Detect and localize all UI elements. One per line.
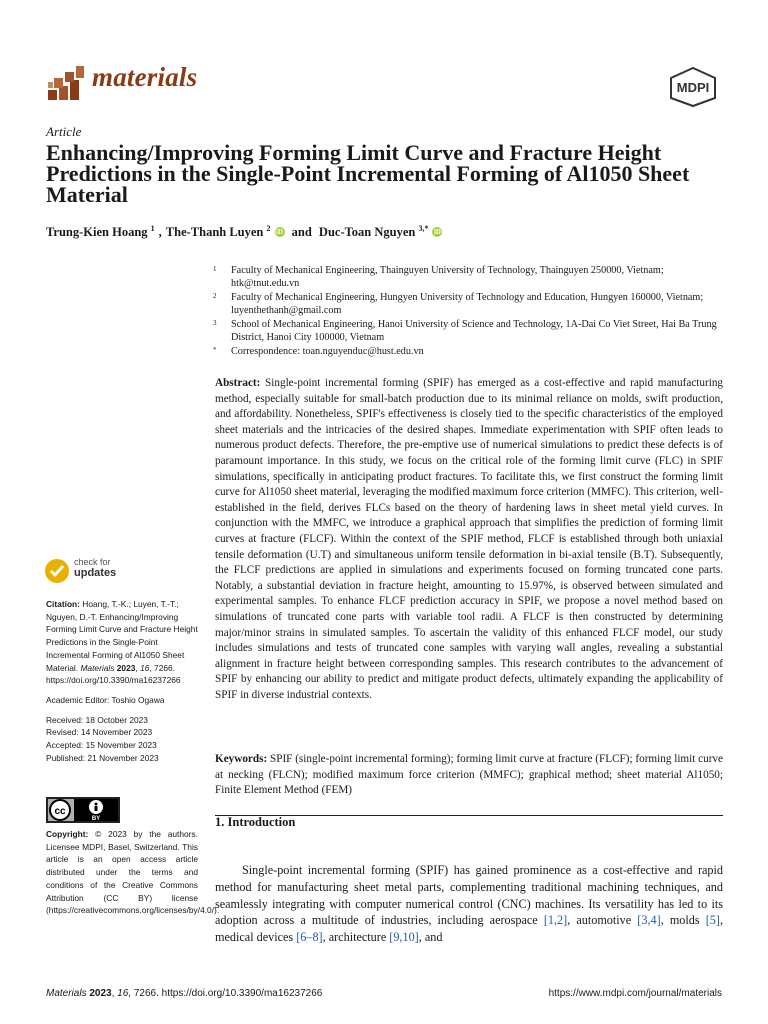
- author-3[interactable]: Duc-Toan Nguyen $^{3,*}$: [318, 224, 429, 240]
- reference-link[interactable]: [6–8]: [296, 930, 323, 945]
- accepted-date: Accepted: 15 November 2023: [46, 740, 157, 751]
- check-updates-icon: [44, 558, 70, 584]
- correspondence: * Correspondence: toan.nguyenduc@hust.edu.vn: [213, 346, 424, 357]
- svg-text:BY: BY: [91, 816, 101, 822]
- reference-link[interactable]: [5]: [705, 913, 720, 928]
- author-list: Trung-Kien Hoang $^1$ , The-Thanh Luyen $^2$ iD and Duc-Toan Nguyen $^{3,*}$ iD: [46, 224, 441, 240]
- publisher-name: MDPI: [676, 80, 710, 95]
- copyright-notice: Copyright: © 2023 by the authors. Licensee MDPI, Basel, Switzerland. This article is an open access article distributed under the terms and conditions of the Creative Commons Attribution (CC BY) license (https://creativecommons.org/licenses/by/4.0/).: [46, 829, 220, 916]
- abstract: [215, 376, 723, 703]
- received-date: Received: 18 October 2023: [46, 714, 148, 725]
- check-for-updates-badge[interactable]: check for updates: [44, 556, 144, 586]
- journal-name: materials: [92, 62, 198, 92]
- keywords-label: Keywords:: [215, 753, 268, 765]
- abstract-label: Abstract:: [215, 377, 261, 389]
- sidebar-info: [46, 598, 198, 764]
- affiliation-item: 3 School of Mechanical Engineering, Hanoi University of Science and Technology, 1A-Dai Co Viet Street, Hai Ba Trung District, Hanoi City 100000, Vietnam: [213, 319, 717, 343]
- published-date: Published: 21 November 2023: [46, 752, 159, 763]
- academic-editor: Academic Editor: Toshio Ogawa: [46, 694, 165, 705]
- mdpi-logo-icon: [667, 66, 719, 108]
- reference-link[interactable]: [3,4]: [637, 913, 661, 928]
- reference-link[interactable]: [1,2]: [543, 913, 568, 928]
- orcid-icon[interactable]: iD: [433, 228, 441, 237]
- footer-citation: Materials 2023, 16, 7266. https://doi.org/10.3390/ma16237266: [46, 988, 323, 999]
- reference-link[interactable]: [9,10]: [389, 930, 419, 945]
- author-1[interactable]: Trung-Kien Hoang $^1$: [46, 224, 155, 240]
- svg-text:cc: cc: [54, 806, 66, 817]
- affiliation-item: 2 Faculty of Mechanical Engineering, Hungyen University of Technology and Education, Hungyen 160000, Vietnam; luyenthethanh@gmail.com: [213, 292, 704, 316]
- author-2[interactable]: The-Thanh Luyen $^2$: [165, 224, 271, 240]
- introduction-text: Single-point incremental forming (SPIF) has gained prominence as a cost-effective and rapid method for manufacturing sheet metal parts, complementing traditional machining techniques, and seamlessly integrating with computer numerical control (CNC) machines. Its versatility has led to its adoption across a multitude of industries, including aerospace [1,2], automotive [3,4], molds [5], medical devices [6–8], architecture [9,10], and: [215, 863, 723, 945]
- article-title: Enhancing/Improving Forming Limit Curve and Fracture Height Predictions in the Single-Point Incremental Forming of Al1050 Sheet Material: [46, 140, 690, 207]
- abstract-text: Single-point incremental forming (SPIF) has emerged as a cost-effective and rapid manufacturing method, especially suitable for small-batch production due to its minimal reliance on molds, swift production, and affordability. Nonetheless, SPIF's effectiveness is closely tied to the specific characteristics of the employed sheet materials and the intricacies of the desired shapes. Immediate experimentation with SPIF often leads to numerous product defects. Therefore, the pre-emptive use of numerical simulations to predict these defects is of paramount importance. In this study, we focus on the critical role of the forming limit curve (FLC) in SPIF simulations, specifically in anticipating product fractures. To facilitate this, we first construct the forming limit curve for Al1050 sheet material, leveraging the modified maximum force criterion (MMFC). This criterion, well-established in the field, derives FLCs based on the theory of hardening laws in sheet metal yield curves. In conjunction with the MMFC, we introduce a graphical approach that simplifies the prediction of forming limit curves at fracture (FLCF). Within the context of the SPIF method, FLCF is established through both uniaxial tensile deformation (U.T) and simultaneous uniform tensile deformation in bi-axial tensile (B.T). Subsequently, the FLCF predictions are applied in simulations and experiments focused on forming truncated cone parts. Notably, a substantial deviation in fracture height, amounting to 15.97%, is observed between simulated and experimental samples. To enhance FLCF prediction accuracy in SPIF, we propose a novel method based on simulations of truncated cone parts with variable tool radii. A FLCF is then constructed by determining major/minor strains in simulated samples. To ascertain the validity of this enhanced FLCF model, our study includes simulations and tests of truncated cone samples with varying wall angles, revealing a substantial alignment in fracture height between corresponding samples. This research contributes to the advancement of SPIF by enhancing our ability to predict and mitigate product defects, ultimately expanding the applicability of SPIF in diverse industrial contexts.: [215, 377, 724, 701]
- keywords-text: SPIF (single-point incremental forming); forming limit curve at fracture (FLCF); forming limit curve at necking (FLCN); modified maximum force criterion (MMFC); graphical method; sheet material Al1050; Finite Element Method (FEM): [215, 753, 723, 797]
- article-type: Article: [46, 124, 82, 139]
- affiliations: [213, 264, 723, 359]
- affiliation-item: 1 Faculty of Mechanical Engineering, Thainguyen University of Technology, Thainguyen 250000, Vietnam; htk@tnut.edu.vn: [213, 265, 664, 289]
- revised-date: Revised: 14 November 2023: [46, 727, 153, 738]
- orcid-icon[interactable]: iD: [276, 228, 284, 237]
- section-heading: 1. Introduction: [215, 815, 296, 829]
- keywords: [215, 752, 723, 799]
- footer-journal-url[interactable]: https://www.mdpi.com/journal/materials: [548, 988, 722, 999]
- cc-by-license-icon[interactable]: [46, 797, 120, 823]
- citation: Citation: Hoang, T.-K.; Luyen, T.-T.; Nguyen, D.-T. Enhancing/Improving Forming Limit Curve and Fracture Height Predictions in the Single-Point Incremental Forming of Al1050 Sheet Material. Materials 2023, 16, 7266. https://doi.org/10.3390/ma16237266: [46, 599, 198, 686]
- materials-logo-icon: [46, 62, 86, 102]
